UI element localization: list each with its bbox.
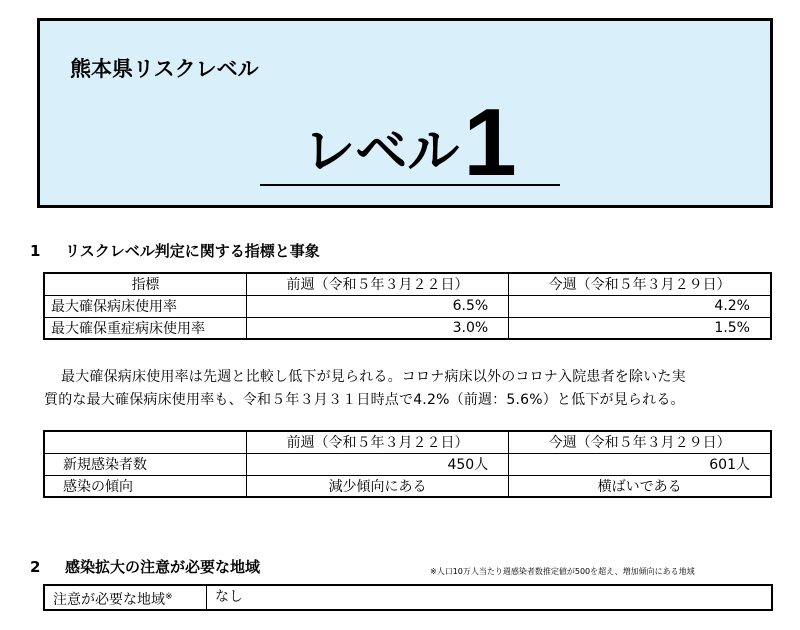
header-cell: 前週（令和５年３月２２日） [246, 273, 508, 295]
this-week-value: 601人 [509, 453, 771, 475]
row-label: 新規感染者数 [44, 453, 246, 475]
area-value: なし [215, 589, 243, 605]
section2-title: 感染拡大の注意が必要な地域 [65, 558, 261, 576]
analysis-paragraph [44, 366, 784, 412]
banner-title: 熊本県リスクレベル [70, 57, 259, 81]
this-week-value: 1.5% [509, 317, 771, 339]
level-number: 1 [463, 89, 517, 197]
section1-title: リスクレベル判定に関する指標と事象 [65, 242, 320, 260]
header-cell: 今週（令和５年３月２９日） [509, 431, 771, 453]
risk-level-display [260, 81, 560, 197]
table-row [44, 475, 771, 497]
section1-number: 1 [30, 242, 41, 260]
this-week-value: 4.2% [509, 295, 771, 317]
header-cell: 今週（令和５年３月２９日） [509, 273, 771, 295]
paragraph-line: 最大確保病床使用率は先週と比較し低下が見られる。コロナ病床以外のコロナ入院患者を除いた実 [61, 369, 686, 385]
table-row [44, 453, 771, 475]
this-week-value: 横ばいである [509, 475, 771, 497]
prev-week-value: 6.5% [246, 295, 508, 317]
risk-level-banner [37, 18, 773, 208]
attention-area-box [43, 584, 773, 611]
area-label-mark: ※ [165, 592, 173, 602]
area-footnote: ※人口10万人当たり週感染者数推定値が500を超え、増加傾向にある地域 [430, 567, 695, 576]
section2-heading [30, 556, 260, 577]
prev-week-value: 減少傾向にある [246, 475, 508, 497]
section1-heading [30, 240, 320, 261]
table-header-row [44, 431, 771, 453]
section2-number: 2 [30, 558, 41, 576]
header-cell: 前週（令和５年３月２２日） [246, 431, 508, 453]
indicator-table [43, 272, 772, 340]
row-label: 最大確保重症病床使用率 [44, 317, 246, 339]
header-cell: 指標 [44, 273, 246, 295]
table-row [44, 317, 771, 339]
prev-week-value: 3.0% [246, 317, 508, 339]
area-label [45, 586, 207, 609]
header-cell [44, 431, 246, 453]
prev-week-value: 450人 [246, 453, 508, 475]
infection-table [43, 430, 772, 498]
table-row [44, 295, 771, 317]
row-label: 最大確保病床使用率 [44, 295, 246, 317]
area-label-text: 注意が必要な地域 [53, 592, 165, 608]
paragraph-line: 質的な最大確保病床使用率も、令和５年３月３１日時点で4.2%（前週：5.6%）と低下が見られる。 [44, 392, 685, 408]
table-header-row [44, 273, 771, 295]
row-label: 感染の傾向 [44, 475, 246, 497]
level-label: レベル [303, 122, 460, 182]
